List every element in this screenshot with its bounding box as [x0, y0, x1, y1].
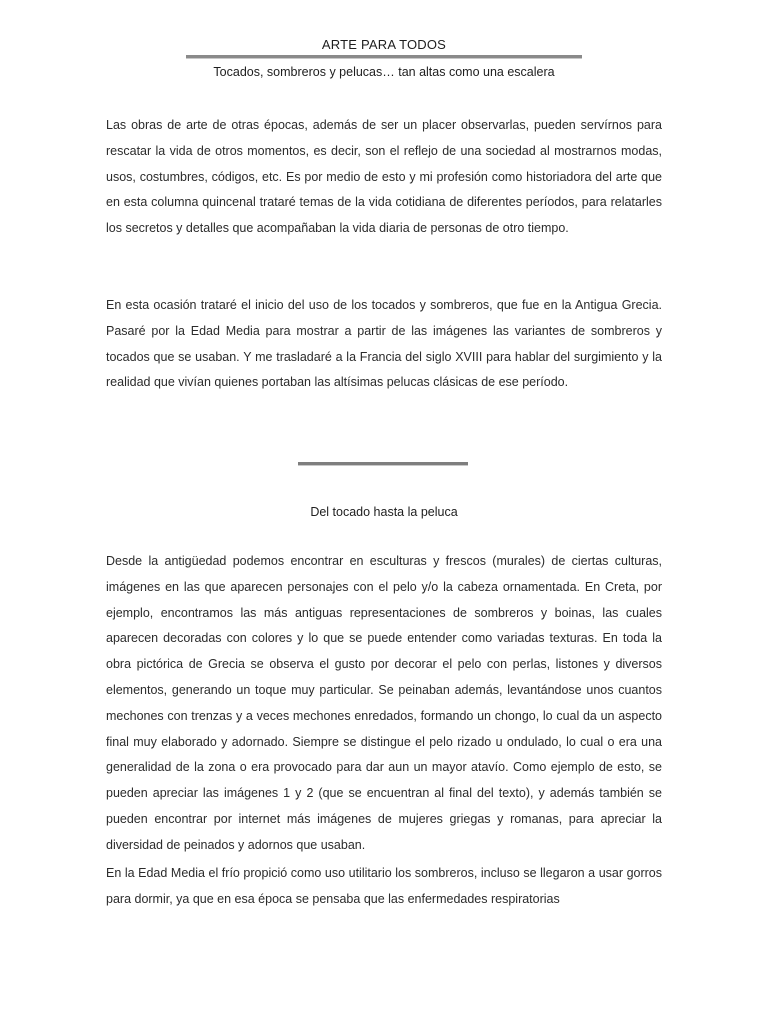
section-heading: Del tocado hasta la peluca [310, 505, 458, 519]
section-paragraph-1: Desde la antigüedad podemos encontrar en esculturas y frescos (murales) de ciertas culturas, imágenes en las que aparecen personajes con el pelo y/o la cabeza ornamentada. En Creta, por ejemplo, encontramos las más antiguas representaciones de sombreros y boinas, las cuales aparecen decoradas con colores y lo que se puede entender como variadas texturas. En toda la obra pictórica de Grecia se observa el gusto por decorar el pelo con perlas, listones y diversos elementos, generando un toque muy particular. Se peinaban además, levantándose unos cuantos mechones con trenzas y a veces mechones enredados, formando un chongo, lo cual da un aspecto final muy elaborado y adornado. Siempre se distingue el pelo rizado u ondulado, lo cual o era una generalidad de la zona o era provocado para dar aun un mayor atavío. Como ejemplo de esto, se pueden apreciar las imágenes 1 y 2 (que se encuentran al final del texto), y además también se pueden encontrar por internet más imágenes de mujeres griegas y romanas, para apreciar la diversidad de peinados y adornos que usaban. [106, 554, 662, 852]
page-subtitle: Tocados, sombreros y pelucas… tan altas como una escalera [213, 65, 555, 79]
intro-paragraph-2: En esta ocasión trataré el inicio del uso de los tocados y sombreros, que fue en la Antigua Grecia. Pasaré por la Edad Media para mostrar a partir de las imágenes las variantes de sombreros y tocados que se usaban. Y me trasladaré a la Francia del siglo XVIII para hablar del surgimiento y la realidad que vivían quienes portaban las altísimas pelucas clásicas de ese período. [106, 298, 662, 390]
intro-paragraph-1: Las obras de arte de otras épocas, además de ser un placer observarlas, pueden servírnos para rescatar la vida de otros momentos, es decir, son el reflejo de una sociedad al mostrarnos modas, usos, costumbres, códigos, etc. Es por medio de esto y mi profesión como historiadora del arte que en esta columna quincenal trataré temas de la vida cotidiana de diferentes períodos, para relatarles los secretos y detalles que acompañaban la vida diaria de personas de otro tiempo. [106, 118, 662, 236]
section-divider [298, 462, 468, 466]
page-title: ARTE PARA TODOS [321, 37, 447, 52]
title-divider [186, 55, 582, 59]
section-paragraph-2: En la Edad Media el frío propició como uso utilitario los sombreros, incluso se llegaron a usar gorros para dormir, ya que en esa época se pensaba que las enfermedades respiratorias [106, 866, 662, 906]
